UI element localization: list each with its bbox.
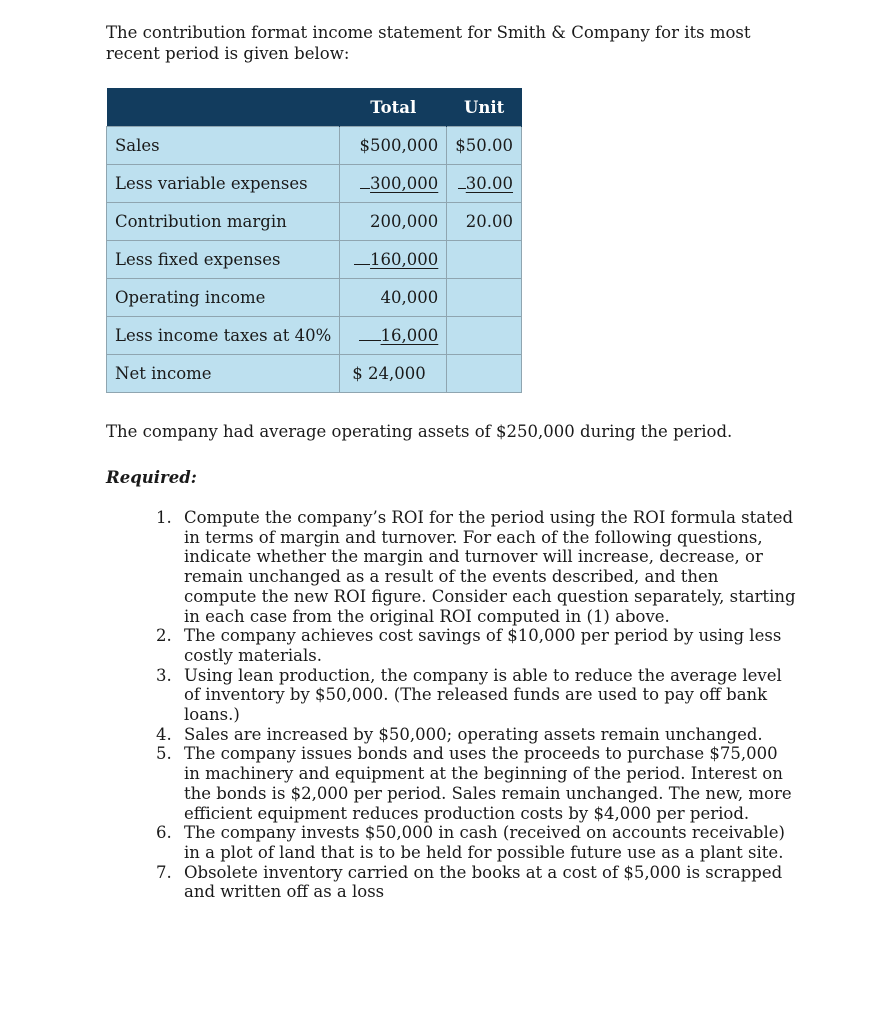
item-text: Sales are increased by $50,000; operating assets remain unchanged.: [184, 724, 763, 744]
row-total: [340, 165, 447, 203]
row-total: $500,000: [340, 127, 447, 165]
list-item: [156, 823, 796, 862]
item-text: Obsolete inventory carried on the books at a cost of $5,000 is scrapped and written off as a loss: [184, 862, 783, 902]
item-text: The company invests $50,000 in cash (received on accounts receivable) in a plot of land that is to be held for possible future use as a plant site.: [184, 823, 785, 862]
row-label: Sales: [107, 127, 340, 165]
item-number: 6.: [156, 823, 172, 843]
header-unit: Unit: [447, 88, 522, 127]
item-number: 5.: [156, 744, 172, 764]
item-number: 4.: [156, 724, 172, 744]
item-text: The company issues bonds and uses the proceeds to purchase $75,000 in machinery and equipment at the beginning of the period. Interest on the bonds is $2,000 per period. Sales remain unchanged. The new, more efficient equipment reduces production costs by $4,000 per period.: [184, 744, 792, 823]
required-heading: Required:: [106, 468, 197, 487]
header-total: Total: [340, 88, 447, 127]
row-total: 40,000: [340, 279, 447, 317]
list-item: [156, 725, 796, 745]
underline-lead: [359, 326, 381, 345]
row-label: Less income taxes at 40%: [107, 317, 340, 355]
row-unit: $50.00: [447, 127, 522, 165]
assets-note: The company had average operating assets of $250,000 during the period.: [106, 422, 733, 441]
item-number: 7.: [156, 862, 172, 882]
underline-lead: [354, 250, 370, 269]
row-label: Less fixed expenses: [107, 241, 340, 279]
list-item: [156, 626, 796, 665]
row-total-value: 300,000: [370, 174, 439, 193]
income-statement-table: [106, 88, 522, 393]
underline-lead: [360, 174, 370, 193]
item-text: The company achieves cost savings of $10,000 per period by using less costly materials.: [184, 626, 782, 665]
table-row-variable-expenses: [107, 165, 522, 203]
item-number: 2.: [156, 626, 172, 646]
row-total: [340, 241, 447, 279]
table-header-row: [107, 88, 522, 127]
intro-paragraph: The contribution format income statement for Smith & Company for its most recent period is given below:: [106, 23, 751, 63]
item-number: 1.: [156, 508, 172, 527]
item-text: Using lean production, the company is able to reduce the average level of inventory by $50,000. (The released funds are used to pay off bank loans.): [184, 665, 782, 725]
list-item: [156, 863, 796, 902]
row-unit: 20.00: [447, 203, 522, 241]
underline-lead: [458, 174, 466, 193]
list-item: [156, 666, 796, 725]
row-unit: [447, 241, 522, 279]
row-unit-value: 30.00: [465, 174, 514, 193]
item-number: 3.: [156, 665, 172, 685]
row-unit: [447, 165, 522, 203]
row-total: $ 24,000: [340, 355, 447, 393]
row-unit: [447, 279, 522, 317]
row-label: Less variable expenses: [107, 165, 340, 203]
list-item: [156, 508, 796, 626]
table-row-fixed-expenses: [107, 241, 522, 279]
row-total: [340, 317, 447, 355]
table-row-operating-income: [107, 279, 522, 317]
table-row-contribution-margin: [107, 203, 522, 241]
table-row-income-taxes: [107, 317, 522, 355]
row-total: 200,000: [340, 203, 447, 241]
row-total-value: 160,000: [370, 250, 439, 269]
list-item: [156, 744, 796, 823]
row-unit: [447, 317, 522, 355]
questions-list: [156, 508, 796, 902]
row-unit: [447, 355, 522, 393]
row-label: Net income: [107, 355, 340, 393]
row-label: Contribution margin: [107, 203, 340, 241]
header-label-cell: [107, 88, 340, 127]
row-label: Operating income: [107, 279, 340, 317]
row-total-value: 16,000: [380, 326, 439, 345]
table-row-sales: [107, 127, 522, 165]
item-text: Compute the company’s ROI for the period using the ROI formula stated in terms of margin and turnover. For each of the following questions, indicate whether the margin and turnover will increase, decrease, or remain unchanged as a result of the events described, and then compute the new ROI figure. Consider each question separately, starting in each case from the original ROI computed in (1) above.: [184, 508, 796, 626]
table-row-net-income: [107, 355, 522, 393]
